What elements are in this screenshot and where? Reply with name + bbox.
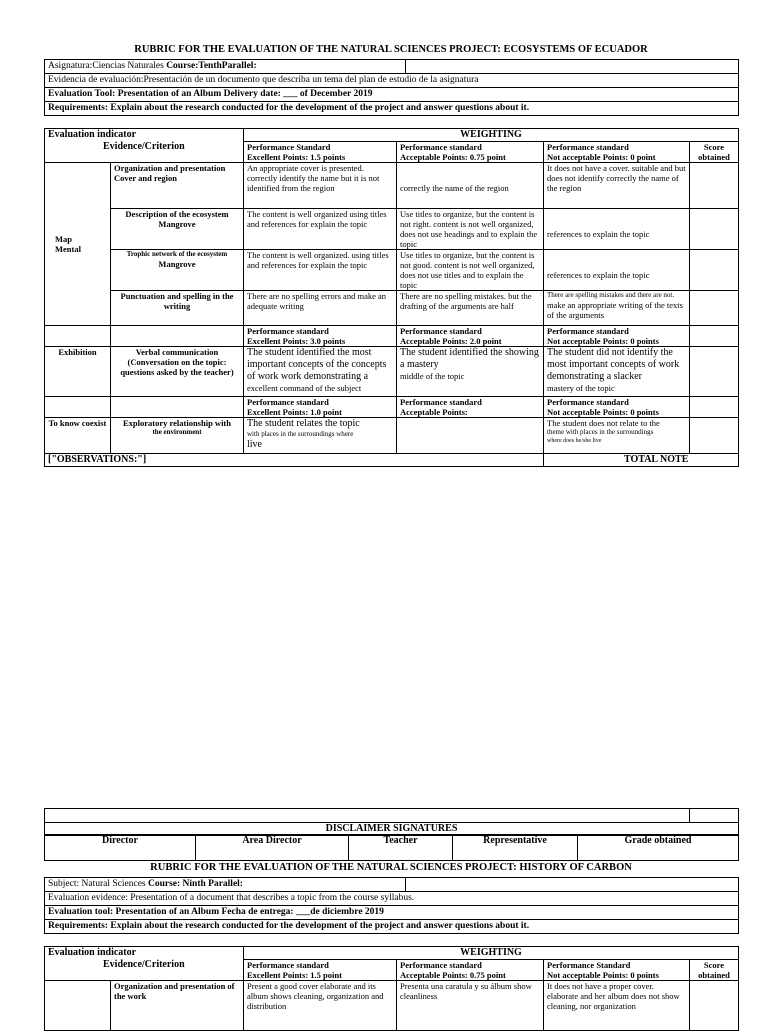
ex-excellent-points: Excellent Points: 3.0 points [247, 336, 346, 346]
coexist-criterion [111, 418, 244, 454]
spelling-small: There are spelling mistakes and there are not. [547, 291, 675, 299]
excellent-spelling: There are no spelling errors and make an adequate writing [244, 291, 397, 326]
criterion-label: Evidence/Criterion [103, 959, 185, 970]
disclaimer-table [44, 808, 739, 836]
co-acceptable-points: Acceptable Points: [400, 407, 468, 417]
excellent-cover: An appropriate cover is presented. correctly identify the name but it is not identified from the region [244, 163, 397, 209]
ex-excellent-text: The student identified the most important concepts of the concepts of work work demonstrating a [247, 347, 387, 382]
rubric1-title: RUBRIC FOR THE EVALUATION OF THE NATURAL SCIENCES PROJECT: ECOSYSTEMS OF ECUADOR [134, 44, 648, 55]
criterion-spelling: Punctuation and spelling in the writing [111, 291, 244, 326]
coexist-excellent [244, 418, 397, 454]
exhibition-not-acceptable [544, 347, 690, 397]
blank-cell [690, 397, 739, 418]
criterion-organization: Organization and presentation of the work [111, 981, 244, 1031]
acceptable-spelling: There are no spelling mistakes. but the drafting of the arguments are half [397, 291, 544, 326]
score-spelling [690, 291, 739, 326]
indicator-label: Evaluation indicator [48, 947, 137, 958]
ex-acceptable-title: Performance standard [400, 326, 482, 336]
score-trophic [690, 250, 739, 291]
acceptable-header [397, 142, 544, 163]
co-excellent-small: with places in the surroundings where [247, 430, 354, 438]
acceptable-trophic: Use titles to organize, but the content is not good. content is not well organized, does not use titles and to explain the topic [397, 250, 544, 291]
blank-cell [111, 397, 244, 418]
ex-excellent-title: Performance standard [247, 326, 329, 336]
score-exhibition [690, 347, 739, 397]
excellent-title: Performance standard [247, 960, 329, 970]
representative-signature: Representative [453, 835, 578, 861]
score-header: Score obtained [690, 960, 739, 981]
observations-cell: ["OBSERVATIONS:"] [45, 454, 544, 467]
not-acceptable-title: Performance standard [547, 142, 629, 152]
excellent-points: Excellent Points: 1.5 point [247, 970, 342, 980]
not-acceptable-header [544, 142, 690, 163]
criterion-cover: Organization and presentation Cover and region [111, 163, 244, 209]
not-acceptable-trophic: references to explain the topic [544, 250, 690, 291]
ex-acceptable-points: Acceptable Points: 2.0 point [400, 336, 502, 346]
blank-cell [45, 397, 111, 418]
co-excellent-text: The student relates the topic [247, 418, 360, 429]
rubric2-main-table [44, 946, 739, 1031]
acceptable-points: Acceptable Points: 0.75 point [400, 152, 506, 162]
coexist-acceptable-header [397, 397, 544, 418]
indicator-header [45, 129, 244, 163]
exhibition-not-acceptable-header [544, 326, 690, 347]
rubric2-info-table [44, 877, 739, 934]
not-acceptable-spelling [544, 291, 690, 326]
acceptable-points: Acceptable Points: 0.75 point [400, 970, 506, 980]
exhibition-criterion: Verbal communication (Conversation on the topic: questions asked by the teacher) [111, 347, 244, 397]
excellent-header [244, 960, 397, 981]
evidence-row: Evidencia de evaluación:Presentación de un documento que describa un tema del plan de estudio de la asignatura [45, 74, 739, 88]
co-criterion-small: the environment [152, 428, 202, 436]
empty-cell [406, 878, 739, 892]
teacher-signature: Teacher [349, 835, 453, 861]
map-mental-label [45, 163, 111, 326]
subject-cell [45, 60, 406, 74]
blank-cell [111, 326, 244, 347]
blank-cell [45, 326, 111, 347]
ex-not-acceptable-small: mastery of the topic [547, 383, 615, 393]
subject-text: Asignatura:Ciencias Naturales [48, 61, 167, 71]
disclaimer-title: DISCLAIMER SIGNATURES [45, 823, 739, 836]
score-cover [690, 163, 739, 209]
blank-cell [690, 809, 739, 823]
requirements-row: Requirements: Explain about the research conducted for the development of the project and answer questions about it. [45, 920, 739, 934]
coexist-label: To know coexist [45, 418, 111, 454]
exhibition-label: Exhibition [45, 347, 111, 397]
coexist-not-acceptable [544, 418, 690, 454]
acceptable-header [397, 960, 544, 981]
grade-obtained: Grade obtained [578, 835, 739, 861]
course-text: Course: Ninth Parallel: [147, 879, 243, 889]
co-not-acceptable-points: Not acceptable Points: 0 points [547, 407, 659, 417]
score-organization [690, 981, 739, 1031]
criterion-ecosystem: Description of the ecosystem Mangrove [111, 209, 244, 250]
excellent-header [244, 142, 397, 163]
weighting-header: WEIGHTING [244, 129, 739, 142]
trophic-small: Trophic network of the ecosystem [126, 250, 228, 258]
map-label: Map [55, 234, 72, 244]
co-excellent-points: Excellent Points: 1.0 point [247, 407, 342, 417]
ex-not-acceptable-text: The student did not identify the most important concepts of work demonstrating a slacker [547, 347, 680, 382]
exhibition-excellent-header [244, 326, 397, 347]
co-not-acceptable-xs: where does he/she live [547, 438, 602, 444]
subject-cell [45, 878, 406, 892]
total-note-cell: TOTAL NOTE [544, 454, 739, 467]
coexist-not-acceptable-header [544, 397, 690, 418]
not-acceptable-organization: It does not have a proper cover. elaborate and her album does not show cleaning, nor organization [544, 981, 690, 1031]
course-text: Course:TenthParallel: [166, 61, 257, 71]
mental-label: Mental [55, 244, 81, 254]
criterion-trophic [111, 250, 244, 291]
not-acceptable-points: Not acceptable Points: 0 point [547, 152, 656, 162]
signature-table [44, 834, 739, 861]
not-acceptable-title: Performance Standard [547, 960, 631, 970]
rubric2-title: RUBRIC FOR THE EVALUATION OF THE NATURAL SCIENCES PROJECT: HISTORY OF CARBON [150, 862, 632, 873]
not-acceptable-ecosystem: references to explain the topic [544, 209, 690, 250]
acceptable-organization: Presenta una caratula y su álbum show cleanliness [397, 981, 544, 1031]
indicator-label: Evaluation indicator [48, 129, 137, 140]
co-not-acceptable-small: theme with places in the surroundings [547, 428, 654, 436]
score-coexist [690, 418, 739, 454]
tool-row: Evaluation tool: Presentation of an Album Fecha de entrega: ___de diciembre 2019 [45, 906, 739, 920]
evidence-row: Evaluation evidence: Presentation of a document that describes a topic from the course syllabus. [45, 892, 739, 906]
score-ecosystem [690, 209, 739, 250]
criterion-label: Evidence/Criterion [103, 141, 185, 152]
ex-excellent-small: excellent command of the subject [247, 383, 362, 393]
score-header: Score obtained [690, 142, 739, 163]
ex-acceptable-small: middle of the topic [400, 371, 465, 381]
requirements-row: Requirements: Explain about the research conducted for the development of the project and answer questions about it. [45, 102, 739, 116]
blank-cell [45, 809, 690, 823]
not-acceptable-points: Not acceptable Points: 0 points [547, 970, 659, 980]
area-director-signature: Area Director [196, 835, 349, 861]
co-not-acceptable-title: Performance standard [547, 397, 629, 407]
exhibition-acceptable [397, 347, 544, 397]
excellent-trophic: The content is well organized. using titles and references for explain the topic [244, 250, 397, 291]
acceptable-cover: correctly the name of the region [397, 163, 544, 209]
ex-not-acceptable-title: Performance standard [547, 326, 629, 336]
excellent-organization: Present a good cover elaborate and its album shows cleaning, organization and distribution [244, 981, 397, 1031]
rubric1-main-table [44, 128, 739, 467]
co-excellent-title: Performance standard [247, 397, 329, 407]
acceptable-title: Performance standard [400, 142, 482, 152]
co-criterion-text: Exploratory relationship with [123, 418, 231, 428]
excellent-title: Performance Standard [247, 142, 331, 152]
subject-text: Subject: Natural Sciences [48, 879, 148, 889]
blank-cell [45, 981, 111, 1031]
ex-not-acceptable-points: Not acceptable Points: 0 points [547, 336, 659, 346]
director-signature: Director [45, 835, 196, 861]
excellent-points: Excellent Points: 1.5 points [247, 152, 346, 162]
ex-acceptable-text: The student identified the showing a mastery [400, 347, 539, 370]
excellent-ecosystem: The content is well organized using titles and references for explain the topic [244, 209, 397, 250]
not-acceptable-header [544, 960, 690, 981]
co-not-acceptable-text: The student does not relate to the [547, 418, 660, 428]
acceptable-title: Performance standard [400, 960, 482, 970]
rubric1-info-table [44, 59, 739, 116]
blank-cell [690, 326, 739, 347]
co-acceptable-title: Performance standard [400, 397, 482, 407]
exhibition-excellent [244, 347, 397, 397]
trophic-mangrove: Mangrove [158, 259, 196, 269]
co-excellent-live: live [247, 439, 262, 450]
weighting-header: WEIGHTING [244, 947, 739, 960]
exhibition-acceptable-header [397, 326, 544, 347]
acceptable-ecosystem: Use titles to organize, but the content is not right. content is not well organized, does not use headings and to explain the topic [397, 209, 544, 250]
spelling-text: make an appropriate writing of the texts of the arguments [547, 300, 683, 320]
coexist-acceptable [397, 418, 544, 454]
coexist-excellent-header [244, 397, 397, 418]
tool-row: Evaluation Tool: Presentation of an Album Delivery date: ___ of December 2019 [45, 88, 739, 102]
empty-cell [406, 60, 739, 74]
not-acceptable-cover: It does not have a cover. suitable and but does not identify correctly the name of the region [544, 163, 690, 209]
indicator-header [45, 947, 244, 981]
